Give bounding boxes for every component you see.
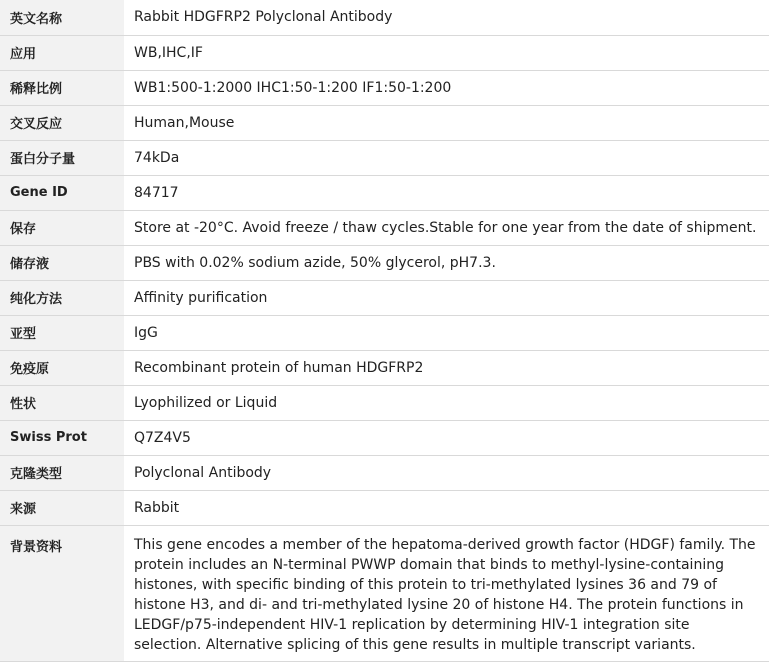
spec-label: Swiss Prot	[0, 420, 124, 455]
spec-value: Recombinant protein of human HDGFRP2	[124, 350, 769, 385]
spec-value: Rabbit	[124, 490, 769, 525]
spec-row-swiss-prot	[0, 420, 769, 455]
spec-value: 74kDa	[124, 140, 769, 175]
spec-description: This gene encodes a member of the hepatoma-derived growth factor (HDGF) family. The protein includes an N-terminal PWWP domain that binds to methyl-lysine-containing histones, with specific binding of this protein to tri-methylated lysines 36 and 79 of histone H3, and di- and tri-methylated lysine 20 of histone H4. The protein functions in LEDGF/p75-independent HIV-1 replication by determining HIV-1 integration site selection. Alternative splicing of this gene results in multiple transcript variants.	[124, 525, 769, 661]
spec-row-english-name	[0, 0, 769, 35]
spec-value: Rabbit HDGFRP2 Polyclonal Antibody	[124, 0, 769, 35]
spec-value: Affinity purification	[124, 280, 769, 315]
spec-value: Human,Mouse	[124, 105, 769, 140]
spec-value: 84717	[124, 175, 769, 210]
spec-label: 应用	[0, 35, 124, 70]
spec-value: Q7Z4V5	[124, 420, 769, 455]
spec-label: 英文名称	[0, 0, 124, 35]
spec-label: 蛋白分子量	[0, 140, 124, 175]
spec-row-buffer	[0, 245, 769, 280]
spec-label: 稀释比例	[0, 70, 124, 105]
spec-label: 保存	[0, 210, 124, 245]
spec-row-storage	[0, 210, 769, 245]
spec-label: Gene ID	[0, 175, 124, 210]
spec-row-gene-id	[0, 175, 769, 210]
spec-row-background	[0, 525, 769, 661]
spec-row-immunogen	[0, 350, 769, 385]
spec-row-form	[0, 385, 769, 420]
spec-value: Store at -20°C. Avoid freeze / thaw cycles.Stable for one year from the date of shipment.	[124, 210, 769, 245]
spec-value: WB1:500-1:2000 IHC1:50-1:200 IF1:50-1:200	[124, 70, 769, 105]
spec-label: 来源	[0, 490, 124, 525]
spec-row-isotype	[0, 315, 769, 350]
spec-label: 亚型	[0, 315, 124, 350]
spec-label: 储存液	[0, 245, 124, 280]
spec-label: 免疫原	[0, 350, 124, 385]
spec-row-reactivity	[0, 105, 769, 140]
spec-label: 背景资料	[0, 525, 124, 661]
spec-row-dilution	[0, 70, 769, 105]
spec-row-host	[0, 490, 769, 525]
spec-label: 克隆类型	[0, 455, 124, 490]
spec-row-application	[0, 35, 769, 70]
spec-row-clonality	[0, 455, 769, 490]
spec-value: Lyophilized or Liquid	[124, 385, 769, 420]
spec-row-purification	[0, 280, 769, 315]
spec-label: 性状	[0, 385, 124, 420]
spec-value: PBS with 0.02% sodium azide, 50% glycerol, pH7.3.	[124, 245, 769, 280]
spec-value: WB,IHC,IF	[124, 35, 769, 70]
spec-value: Polyclonal Antibody	[124, 455, 769, 490]
spec-row-molecular-weight	[0, 140, 769, 175]
spec-label: 交叉反应	[0, 105, 124, 140]
spec-value: IgG	[124, 315, 769, 350]
spec-label: 纯化方法	[0, 280, 124, 315]
